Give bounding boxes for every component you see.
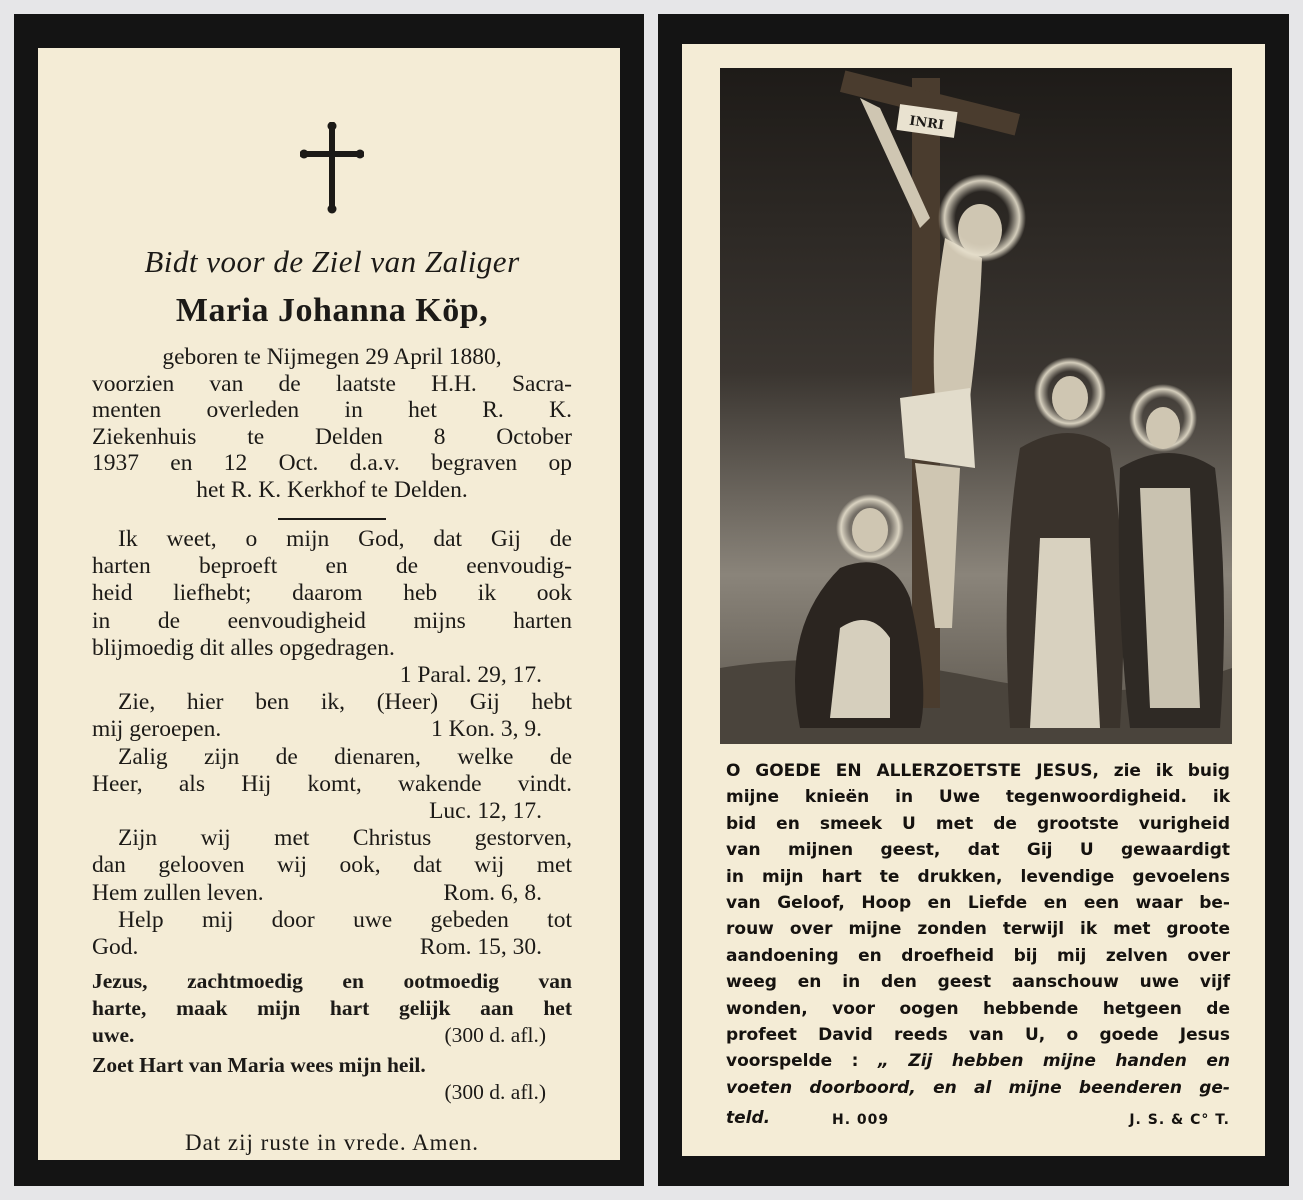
publisher: J. S. & C° T. xyxy=(1129,1112,1230,1128)
bio-line: menten overleden in het R. K. xyxy=(92,397,572,423)
bio-line: het R. K. Kerkhof te Delden. xyxy=(196,476,468,503)
quote-reference: Luc. 12, 17. xyxy=(429,798,542,825)
inri-sign: INRI xyxy=(908,113,945,134)
prayer-jezus xyxy=(92,968,572,1049)
quote-reference: Rom. 6, 8. xyxy=(443,879,542,906)
bio-line: Ziekenhuis te Delden 8 October xyxy=(92,423,572,450)
left-card xyxy=(14,14,644,1186)
card-code: H. 009 xyxy=(832,1112,890,1128)
quote xyxy=(92,744,572,826)
bio-line: geboren te Nijmegen 29 April 1880, xyxy=(162,344,502,370)
prayer-line: wonden, voor oogen hebbende hetgeen de xyxy=(726,998,1230,1019)
prayer-line: bid en smeek U met de grootste vurigheid xyxy=(726,813,1230,834)
prayer-quote: „ Zij hebben mijne handen en xyxy=(858,1051,1230,1072)
right-card-paper xyxy=(682,44,1265,1156)
quote-line xyxy=(92,716,572,743)
scripture-quotes xyxy=(92,526,572,961)
prayer-maria xyxy=(92,1052,572,1106)
indulgence-note: (300 d. afl.) xyxy=(444,1080,546,1104)
quote-line: Ik weet, o mijn God, dat Gij de xyxy=(118,526,572,552)
quote-reference: Rom. 15, 30. xyxy=(419,934,542,961)
divider xyxy=(278,518,386,520)
prayer-text xyxy=(726,758,1230,1101)
prayer-line xyxy=(726,758,1230,784)
biography xyxy=(92,344,572,503)
quote-line: dan gelooven wij ook, dat wij met xyxy=(92,852,572,879)
quote-line: Heer, als Hij komt, wakende vindt. xyxy=(92,770,572,797)
prayer-line: rouw over mijne zonden terwijl ik met groote xyxy=(726,919,1230,940)
quote-line xyxy=(92,934,572,961)
quote-line: heid liefhebt; daarom heb ik ook xyxy=(92,580,572,607)
quote xyxy=(92,689,572,743)
quote-line: blijmoedig dit alles opgedragen. xyxy=(92,634,395,661)
invocation: Bidt voor de Ziel van Zaliger xyxy=(144,244,520,279)
prayer-line: Zoet Hart van Maria wees mijn heil. xyxy=(92,1053,426,1077)
halo xyxy=(938,174,1026,262)
prayer-line: van Geloof, Hoop en Liefde en een waar be- xyxy=(726,893,1230,914)
prayer-line: aandoening en droefheid bij mij zelven over xyxy=(726,945,1230,966)
quote-line: Help mij door uwe gebeden tot xyxy=(118,906,572,933)
quote-reference: 1 Paral. 29, 17. xyxy=(399,662,542,689)
quote-line: harten beproeft en de eenvoudig- xyxy=(92,553,572,580)
bio-line: 1937 en 12 Oct. d.a.v. begraven op xyxy=(92,450,572,476)
prayer-line-text: voorspelde : xyxy=(726,1051,859,1072)
quote-line xyxy=(92,880,572,907)
quote-line: Zie, hier ben ik, (Heer) Gij hebt xyxy=(118,689,572,716)
prayer-line: weeg en in den geest aanschouw uwe vijf xyxy=(726,972,1230,993)
prayer-line-text: zie ik buig xyxy=(1098,761,1230,781)
prayer-line: harte, maak mijn hart gelijk aan het xyxy=(92,996,572,1020)
crucifixion-image xyxy=(720,68,1232,744)
prayer-line: mijne knieën in Uwe tegenwoordigheid. ik xyxy=(726,787,1230,808)
right-card xyxy=(658,14,1289,1186)
left-card-paper xyxy=(38,48,620,1160)
prayer-line: profeet David reeds van U, o goede Jesus xyxy=(726,1025,1230,1046)
quote-line-text: God. xyxy=(92,934,139,961)
prayer-line: voeten doorboord, en al mijne beenderen ge- xyxy=(726,1077,1230,1098)
deceased-name: Maria Johanna Köp, xyxy=(175,292,489,329)
prayer-line: in mijn hart te drukken, levendige gevoelens xyxy=(726,866,1230,887)
prayer-last-word: teld. xyxy=(726,1108,771,1128)
quote-line: in de eenvoudigheid mijns harten xyxy=(92,607,572,634)
quote xyxy=(92,825,572,907)
prayer-line-text: uwe. xyxy=(92,1023,135,1047)
prayer-line: Jezus, zachtmoedig en ootmoedig van xyxy=(92,969,572,993)
bio-line: voorzien van de laatste H.H. Sacra- xyxy=(92,370,572,397)
prayer-line xyxy=(92,1022,572,1049)
cross-icon xyxy=(300,122,364,214)
closing-line: Dat zij ruste in vrede. Amen. xyxy=(184,1130,480,1155)
quote-reference: 1 Kon. 3, 9. xyxy=(431,716,542,743)
quote-line: Zalig zijn de dienaren, welke de xyxy=(118,743,572,770)
quote xyxy=(92,526,572,689)
quote-line-text: Hem zullen leven. xyxy=(92,879,264,906)
quote xyxy=(92,907,572,961)
indulgence-note: (300 d. afl.) xyxy=(444,1023,546,1047)
quote-line-text: mij geroepen. xyxy=(92,716,222,743)
prayer-line: van mijnen geest, dat Gij U gewaardigt xyxy=(726,840,1230,861)
prayer-line xyxy=(726,1048,1230,1074)
quote-line: Zijn wij met Christus gestorven, xyxy=(118,825,572,852)
prayer-heading: O GOEDE EN ALLERZOETSTE JESUS, xyxy=(726,761,1099,781)
